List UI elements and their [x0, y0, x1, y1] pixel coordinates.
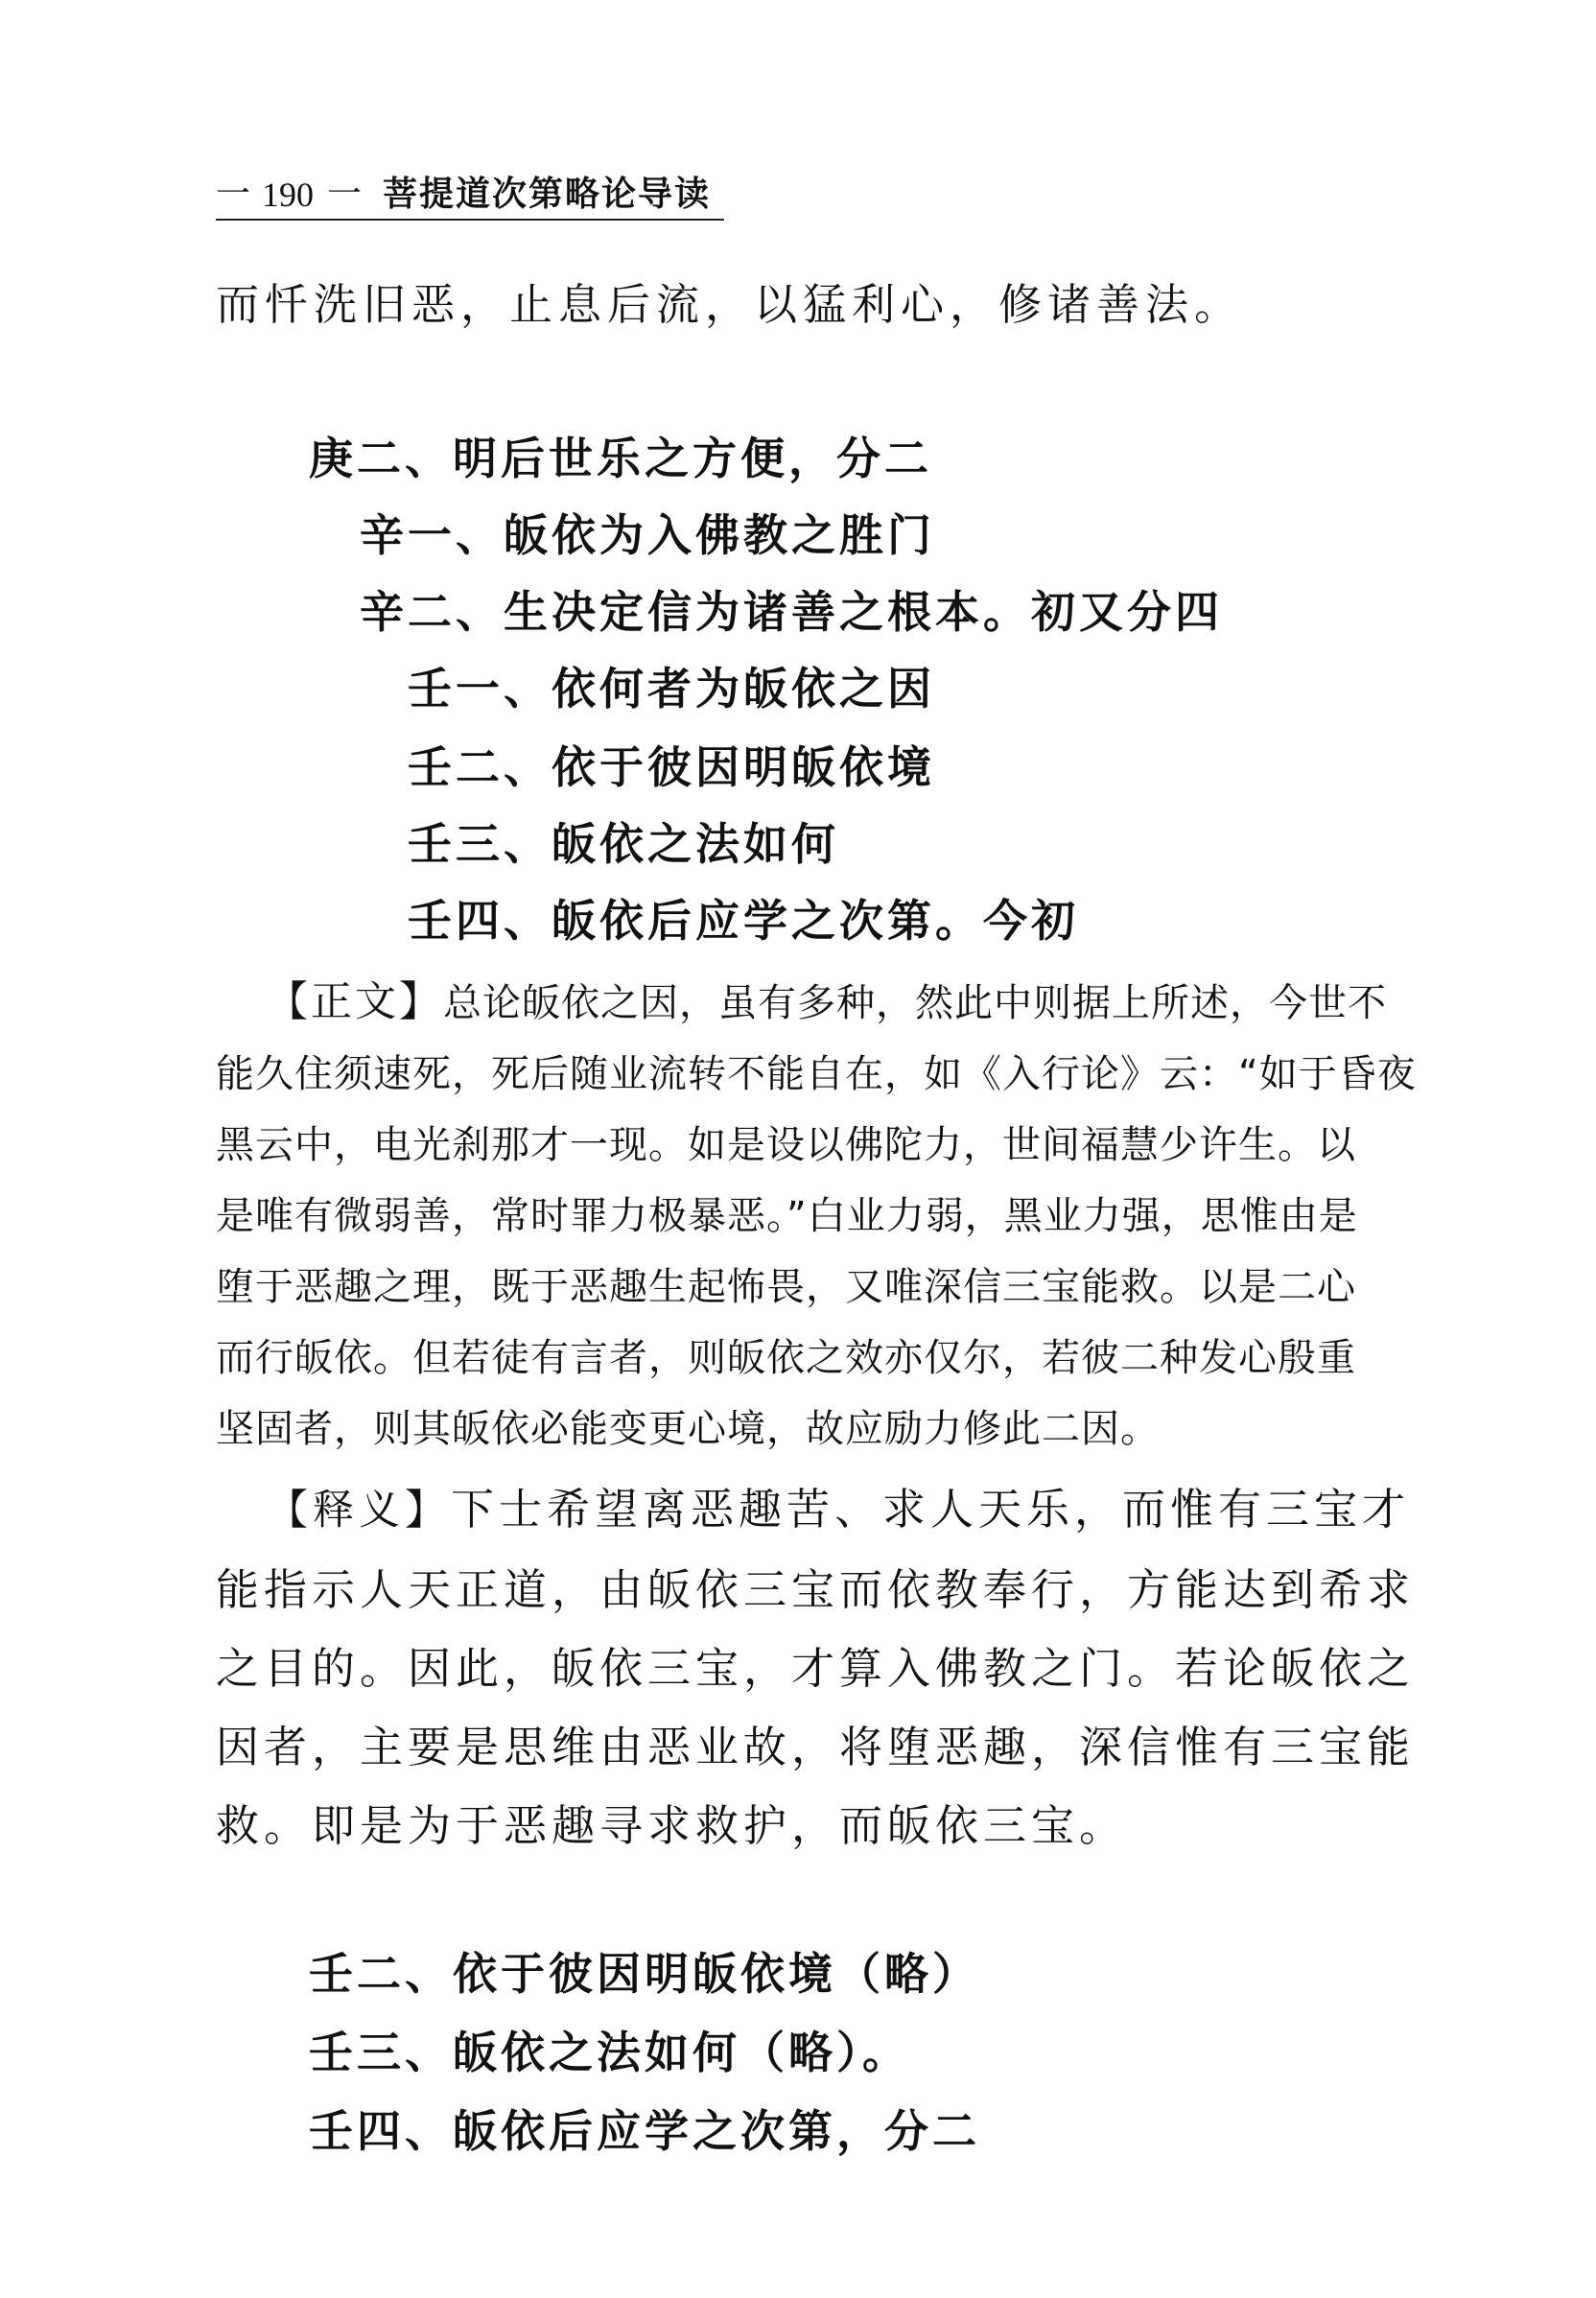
zhengwen-line-3: 黑云中，电光刹那才一现。如是设以佛陀力，世间福慧少许生。以 [216, 1123, 1356, 1167]
zhengwen-label: 【正文】 [267, 978, 443, 1026]
shiyi-text: 下士希望离恶趣苦、求人天乐，而惟有三宝才 [451, 1484, 1411, 1535]
shiyi-line-5: 救。即是为于恶趣寻求救护，而皈依三宝。 [216, 1800, 1128, 1851]
closing-heading-ren4: 壬四、皈依后应学之次第，分二 [309, 2105, 980, 2157]
outline-heading-geng2: 庚二、明后世乐之方便，分二 [309, 433, 932, 484]
outline-heading-xin1: 辛一、皈依为入佛教之胜门 [360, 509, 935, 561]
page-number: 190 [262, 176, 315, 214]
book-title: 菩提道次第略论导读 [383, 175, 712, 214]
shiyi-line-3: 之目的。因此，皈依三宝，才算入佛教之门。若论皈依之 [216, 1643, 1416, 1694]
zhengwen-line-4: 是唯有微弱善，常时罪力极暴恶。”白业力弱，黑业力强，思惟由是 [216, 1194, 1358, 1238]
outline-heading-ren3: 壬三、皈依之法如何 [408, 818, 839, 870]
outline-heading-ren2: 壬二、依于彼因明皈依境 [408, 741, 935, 793]
outline-heading-ren4: 壬四、皈依后应学之次第。今初 [408, 895, 1079, 947]
shiyi-line-4: 因者，主要是思维由恶业故，将堕恶趣，深信惟有三宝能 [216, 1722, 1416, 1772]
outline-heading-xin2: 辛二、生决定信为诸善之根本。初又分四 [360, 586, 1223, 638]
zhengwen-line-1 [267, 973, 1387, 1032]
header-dash-left: 一 [216, 175, 251, 214]
zhengwen-line-7: 坚固者，则其皈依必能变更心境，故应励力修此二因。 [216, 1407, 1160, 1451]
zhengwen-text: 总论皈依之因，虽有多种，然此中则据上所述，今世不 [443, 981, 1387, 1025]
opening-paragraph: 而忏洗旧恶，止息后流，以猛利心，修诸善法。 [216, 279, 1244, 330]
running-header [216, 171, 724, 221]
closing-heading-ren3: 壬三、皈依之法如何（略）。 [309, 2027, 910, 2078]
closing-heading-ren2: 壬二、依于彼因明皈依境（略） [309, 1948, 980, 2000]
header-dash-right: 一 [327, 175, 363, 214]
zhengwen-line-5: 堕于恶趣之理，既于恶趣生起怖畏，又唯深信三宝能救。以是二心 [216, 1265, 1356, 1309]
shiyi-line-2: 能指示人天正道，由皈依三宝而依教奉行，方能达到希求 [216, 1564, 1416, 1615]
shiyi-line-1 [267, 1481, 1410, 1539]
shiyi-label: 【释义】 [267, 1487, 451, 1535]
zhengwen-line-6: 而行皈依。但若徒有言者，则皈依之效亦仅尔，若彼二种发心殷重 [216, 1336, 1356, 1380]
zhengwen-line-2: 能久住须速死，死后随业流转不能自在，如《入行论》云：“如于昏夜 [216, 1052, 1417, 1096]
outline-heading-ren1: 壬一、依何者为皈依之因 [408, 663, 935, 715]
